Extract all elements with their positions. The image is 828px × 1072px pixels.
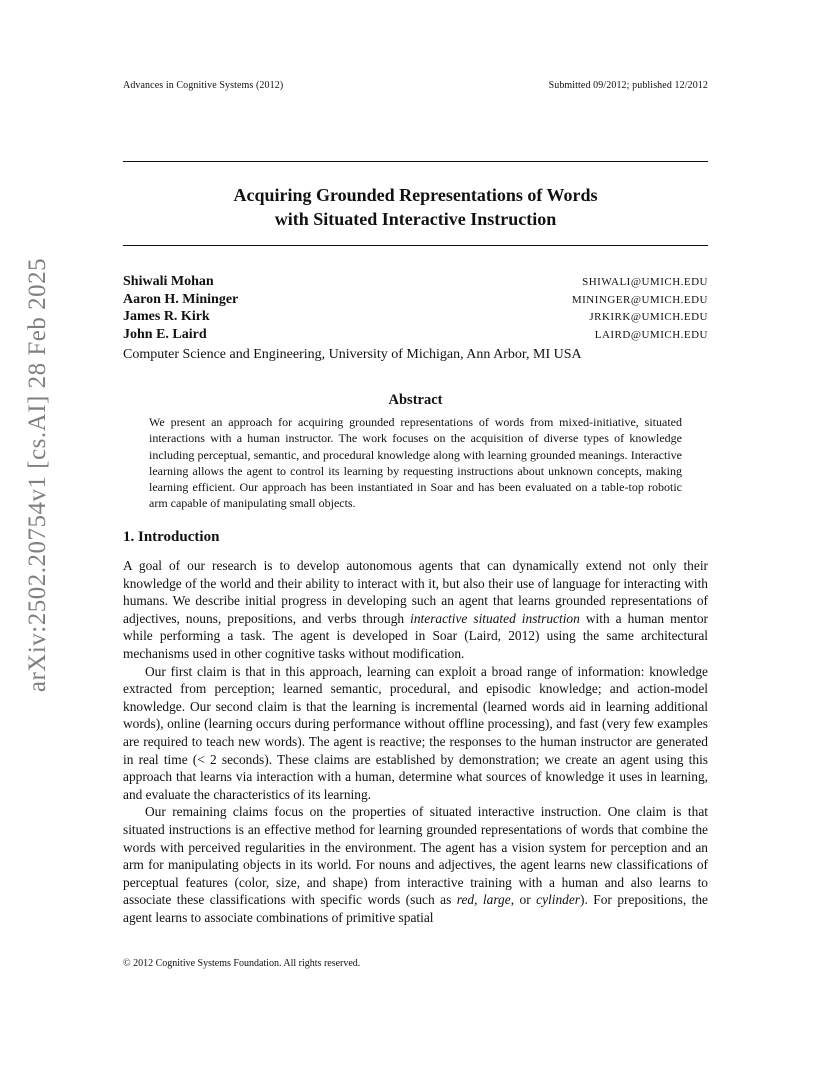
title-line-2: with Situated Interactive Instruction bbox=[274, 209, 557, 229]
author-email[interactable]: MININGER@UMICH.EDU bbox=[571, 293, 708, 306]
paragraph: Our first claim is that in this approach, learning can exploit a broad range of information: knowledge extracted from perception; learned semantic, procedural, and episodic knowledge; and action-model knowledge. Our second claim is that the learning is incremental (learned words aid in learning additional words), online (learning occurs during performance without offline processing), and fast (very few examples are required to teach new words). The agent is reactive; the responses to the human instructor are generated in real time (< 2 seconds). These claims are established by demonstration; we create an agent using this approach that learns via interaction with a human, determine what sources of knowledge it uses in learning, and evaluate the characteristics of its learning. bbox=[123, 663, 708, 802]
text-run: with a human mentor while performing a task. The agent is developed in Soar (Laird, 2012) using the same architectural mechanisms used in other cognitive tasks without modification. bbox=[123, 610, 708, 661]
abstract-body: We present an approach for acquiring grounded representations of words from mixed-initiative, situated interactions with a human instructor. The work focuses on the acquisition of diverse types of knowledge including perceptual, semantic, and procedural knowledge along with learning grounded meanings. Interactive learning allows the agent to control its learning by requesting instructions about unknown concepts, making learning efficient. Our approach has been instantiated in Soar and has been evaluated on a table-top robotic arm capable of manipulating small objects. bbox=[149, 415, 682, 511]
emphasis: large bbox=[482, 892, 511, 908]
arxiv-stamp: arXiv:2502.20754v1 [cs.AI] 28 Feb 2025 bbox=[24, 257, 51, 693]
text-run: , bbox=[474, 892, 483, 908]
text-run: A goal of our research is to develop autonomous agents that can dynamically extend not only their knowledge of the world and their ability to interact with it, but also their use of language for interacting with humans. We describe initial progress in developing such an agent that learns grounded representations of adjectives, nouns, prepositions, and verbs through bbox=[123, 558, 708, 626]
author-row bbox=[123, 273, 708, 291]
author-list bbox=[123, 273, 708, 343]
author-name: Shiwali Mohan bbox=[123, 274, 214, 289]
author-email[interactable]: SHIWALI@UMICH.EDU bbox=[582, 276, 708, 288]
text-run: Our remaining claims focus on the properties of situated interactive instruction. One claim is that situated instructions is an effective method for learning grounded representations of words that combine the words with perceived regularities in the environment. The agent has a vision system for perception and an arm for manipulating objects in its world. For nouns and adjectives, the agent learns new classifications of perceptual features (color, size, and shape) from interactive training with a human and also learns to associate these classifications with specific words (such as bbox=[123, 804, 708, 908]
journal-header: Advances in Cognitive Systems (2012) bbox=[123, 80, 284, 91]
author-email[interactable]: LAIRD@UMICH.EDU bbox=[594, 328, 708, 341]
title-rule-bottom bbox=[123, 245, 708, 246]
abstract-heading: Abstract bbox=[388, 392, 443, 408]
paragraph bbox=[123, 557, 708, 663]
text-run: , or bbox=[510, 892, 537, 908]
author-row bbox=[123, 291, 708, 309]
emphasis: cylinder bbox=[536, 892, 581, 908]
section-heading: 1. Introduction bbox=[123, 529, 220, 545]
author-name: John E. Laird bbox=[123, 326, 207, 342]
copyright-footer: © 2012 Cognitive Systems Foundation. All rights reserved. bbox=[123, 958, 361, 969]
submission-header: Submitted 09/2012; published 12/2012 bbox=[548, 80, 708, 91]
author-name: Aaron H. Mininger bbox=[123, 291, 239, 307]
author-name: James R. Kirk bbox=[123, 309, 210, 324]
paper-title bbox=[123, 183, 708, 231]
author-row bbox=[123, 308, 708, 326]
text-run: ). For prepositions, the agent learns to associate combinations of primitive spatial bbox=[123, 892, 708, 925]
emphasis: red bbox=[456, 892, 475, 908]
title-rule-top bbox=[123, 161, 708, 162]
title-line-1: Acquiring Grounded Representations of Words bbox=[233, 185, 598, 205]
author-row bbox=[123, 326, 708, 344]
emphasis: interactive situated instruction bbox=[410, 610, 580, 626]
affiliation: Computer Science and Engineering, University of Michigan, Ann Arbor, MI USA bbox=[123, 347, 582, 362]
introduction-body bbox=[123, 557, 708, 926]
paragraph bbox=[123, 803, 708, 926]
author-email[interactable]: JRKIRK@UMICH.EDU bbox=[589, 311, 708, 323]
